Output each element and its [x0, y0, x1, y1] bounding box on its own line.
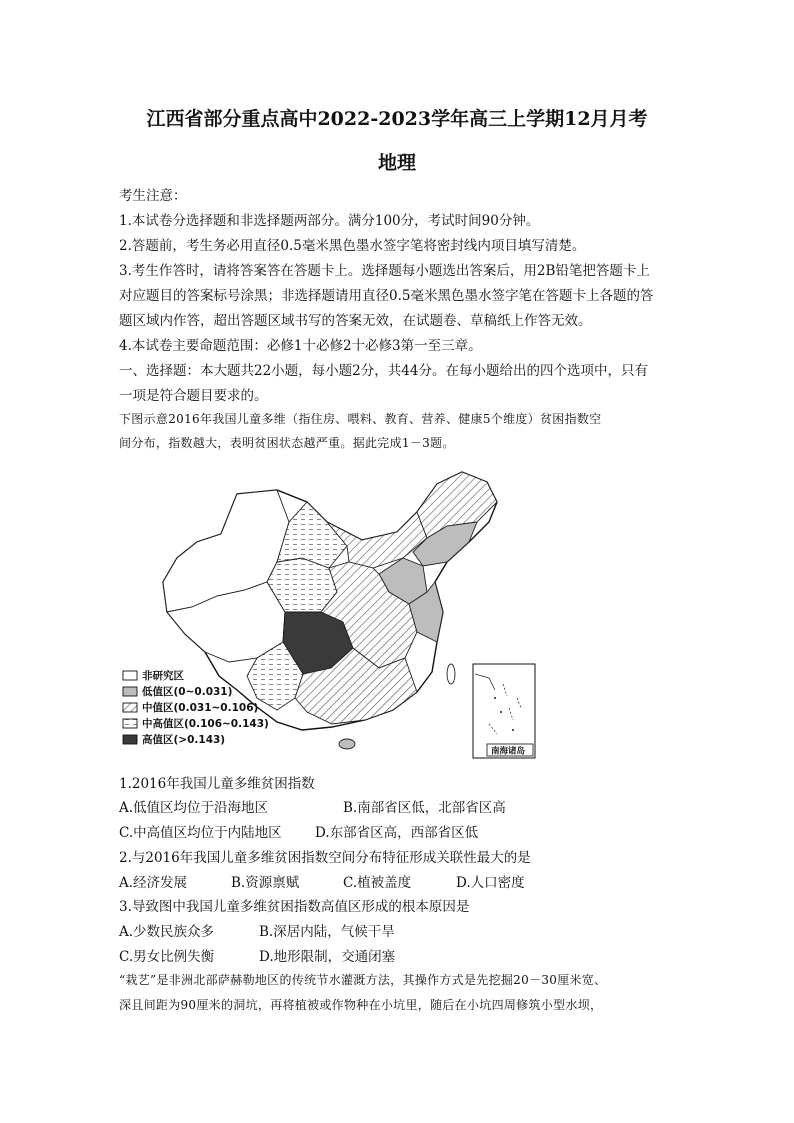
option-c[interactable]: C.中高值区均位于内陆地区 [119, 825, 282, 841]
legend-label: 非研究区 [142, 670, 184, 682]
poverty-index-map [117, 462, 539, 762]
legend-swatch-low [123, 687, 137, 696]
option-d[interactable]: D.人口密度 [456, 875, 525, 891]
intro-text: “栽艺”是非洲北部萨赫勒地区的传统节水灌溉方法，其操作方式是先挖掘20－30厘米宽、 [119, 973, 607, 987]
option-b[interactable]: B.深居内陆，气候干旱 [259, 924, 395, 940]
intro-text: 间分布，指数越大，表明贫困状态越严重。据此完成1－3题。 [119, 436, 455, 450]
notice-item: 3.考生作答时，请将答案答在答题卡上。选择题每小题选出答案后，用2B铅笔把答题卡上 [119, 263, 650, 279]
section-heading-cont: 一项是符合题目要求的。 [119, 388, 268, 404]
option-c[interactable]: C.男女比例失衡 [119, 949, 215, 965]
legend-swatch-mid [123, 703, 137, 712]
intro-text: 下图示意2016年我国儿童多维（指住房、喂料、教育、营养、健康5个维度）贫困指数空 [119, 412, 602, 426]
option-d[interactable]: D.东部省区高，西部省区低 [315, 825, 479, 841]
section-heading: 一、选择题：本大题共22小题，每小题2分，共44分。在每小题给出的四个选项中，只有 [119, 363, 648, 379]
legend-swatch-non-study [123, 671, 137, 680]
legend-swatch-high [123, 735, 137, 744]
notice-heading: 考生注意： [119, 188, 187, 204]
subject-title: 地理 [377, 152, 416, 174]
notice-item: 2.答题前，考生务必用直径0.5毫米黑色墨水签字笔将密封线内项目填写清楚。 [119, 238, 586, 254]
exam-title: 江西省部分重点高中2022-2023学年高三上学期12月月考 [146, 108, 648, 130]
option-b[interactable]: B.南部省区低，北部省区高 [343, 800, 506, 816]
option-a[interactable]: A.少数民族众多 [119, 924, 215, 940]
option-a[interactable]: A.低值区均位于沿海地区 [119, 800, 269, 816]
question-stem: 1.2016年我国儿童多维贫困指数 [119, 776, 315, 792]
inset-label: 南海诸岛 [491, 746, 526, 757]
region-hainan [339, 739, 355, 749]
legend-label: 高值区(>0.143) [142, 734, 226, 746]
notice-item: 1.本试卷分选择题和非选择题两部分。满分100分，考试时间90分钟。 [119, 213, 540, 229]
option-d[interactable]: D.地形限制，交通闭塞 [259, 949, 396, 965]
option-c[interactable]: C.植被盖度 [343, 875, 412, 891]
notice-item: 题区域内作答，超出答题区域书写的答案无效，在试题卷、草稿纸上作答无效。 [119, 313, 592, 329]
option-a[interactable]: A.经济发展 [119, 875, 188, 891]
legend-label: 低值区(0~0.031) [142, 686, 233, 698]
intro-text: 深且间距为90厘米的洞坑，再将植被或作物种在小坑里，随后在小坑四周修筑小型水坝， [119, 998, 603, 1012]
legend-label: 中高值区(0.106~0.143) [142, 718, 269, 730]
legend-label: 中值区(0.031~0.106) [142, 702, 259, 714]
region-taiwan [447, 664, 455, 684]
legend-swatch-mid-high [123, 719, 137, 728]
south-china-sea-inset [473, 664, 535, 758]
notice-item: 4.本试卷主要命题范围：必修1十必修2十必修3第一至三章。 [119, 338, 482, 354]
notice-item: 对应题目的答案标号涂黑；非选择题请用直径0.5毫米黑色墨水签字笔在答题卡上各题的答 [119, 288, 654, 304]
question-stem: 2.与2016年我国儿童多维贫困指数空间分布特征形成关联性最大的是 [119, 850, 531, 866]
question-stem: 3.导致图中我国儿童多维贫困指数高值区形成的根本原因是 [119, 899, 470, 915]
option-b[interactable]: B.资源禀赋 [231, 875, 300, 891]
